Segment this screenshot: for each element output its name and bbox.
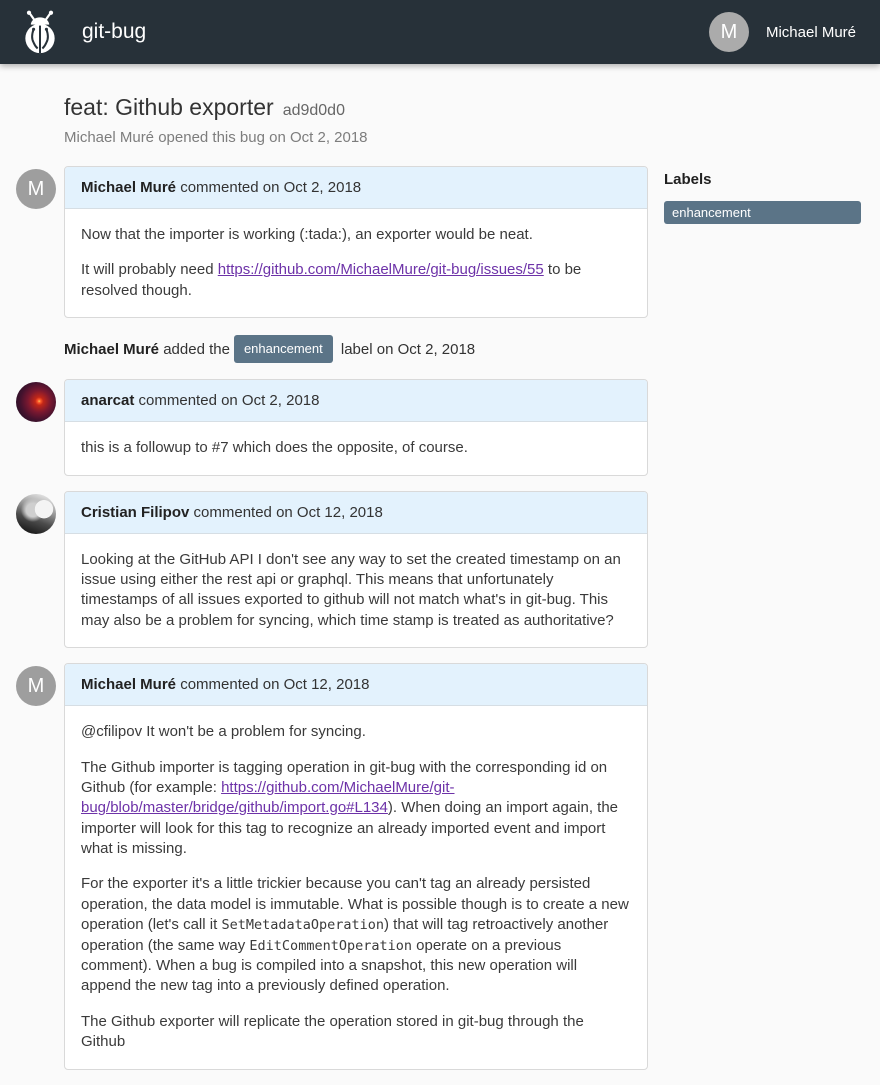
event-pre: added the bbox=[159, 341, 230, 359]
main-content bbox=[0, 64, 880, 1085]
comment-header bbox=[65, 380, 647, 422]
comment-paragraph: this is a followup to #7 which does the opposite, of course. bbox=[81, 439, 468, 457]
current-user bbox=[709, 12, 856, 52]
comment-card bbox=[64, 491, 648, 649]
avatar: M bbox=[16, 666, 56, 706]
bug-hash: ad9d0d0 bbox=[282, 102, 345, 119]
comment bbox=[16, 166, 648, 318]
comment-paragraph: @cfilipov It won't be a problem for syncing. bbox=[81, 723, 366, 741]
bug-subtitle: Michael Muré opened this bug on Oct 2, 2018 bbox=[64, 129, 368, 146]
comment-body bbox=[65, 209, 647, 317]
comment-card bbox=[64, 166, 648, 318]
comment-body bbox=[65, 534, 647, 648]
comment-paragraph: Now that the importer is working (:tada:), an exporter would be neat. bbox=[81, 226, 533, 243]
avatar bbox=[16, 494, 56, 534]
bug-title-block bbox=[64, 94, 648, 146]
comment-meta: commented on Oct 12, 2018 bbox=[189, 503, 383, 521]
avatar: M bbox=[16, 169, 56, 209]
inline-link[interactable]: https://github.com/MichaelMure/git-bug/blob/master/bridge/github/import.go#L134 bbox=[81, 778, 455, 817]
comment bbox=[16, 379, 648, 475]
comment-body bbox=[65, 422, 647, 474]
inline-code: EditCommentOperation bbox=[249, 937, 412, 954]
bug-logo-icon bbox=[18, 8, 62, 56]
app-bar bbox=[0, 0, 880, 64]
bug-thread-column bbox=[16, 94, 648, 1085]
label-chip: enhancement bbox=[234, 335, 333, 363]
comment-header bbox=[65, 167, 647, 209]
avatar bbox=[16, 382, 56, 422]
user-avatar: M bbox=[709, 12, 749, 52]
comment-header bbox=[65, 664, 647, 706]
comment bbox=[16, 491, 648, 649]
inline-link[interactable]: https://github.com/MichaelMure/git-bug/issues/55 bbox=[217, 261, 544, 279]
comment-meta: commented on Oct 12, 2018 bbox=[176, 676, 370, 694]
comment-card bbox=[64, 379, 648, 475]
sidebar bbox=[664, 94, 861, 224]
sidebar-label-chip: enhancement bbox=[664, 201, 861, 224]
labels-heading: Labels bbox=[664, 171, 712, 188]
app-title: git-bug bbox=[82, 20, 147, 43]
comment-card bbox=[64, 663, 648, 1069]
comment-author: anarcat bbox=[81, 392, 135, 410]
comment-paragraph: Looking at the GitHub API I don't see any way to set the created timestamp on an issue using either the rest api or graphql. This means that unfortunately timestamps of all issues exported to github will not match what's in git-bug. This may also be a problem for syncing, which time stamp is treated as authoritative? bbox=[81, 550, 621, 629]
timeline bbox=[16, 166, 648, 1070]
comment bbox=[16, 663, 648, 1069]
comment-author: Michael Muré bbox=[81, 179, 177, 196]
comment-paragraph: The Github exporter will replicate the operation stored in git-bug through the Github bbox=[81, 1012, 584, 1051]
comment-author: Michael Muré bbox=[81, 676, 177, 694]
bug-title: feat: Github exporter bbox=[64, 94, 274, 120]
user-name: Michael Muré bbox=[765, 23, 856, 41]
comment-paragraph: The Github importer is tagging operation in git-bug with the corresponding id on Github (for example: https://github.com/MichaelMure/git-bug/blob/master/bridge/github/import.go#L134). When doing an import again, the importer will look for this tag to recognize an already imported event and import what is missing. bbox=[81, 758, 619, 858]
label-event bbox=[64, 335, 648, 363]
comment-header bbox=[65, 492, 647, 534]
comment-paragraph: For the exporter it's a little trickier because you can't tag an already persisted operation, the data model is immutable. What is possible though is to create a new operation (let's call it SetMetadataOperation) that will tag retroactively another operation (the same way EditCommentOperation operate on a previous comment). When a bug is compiled into a snapshot, this new operation will append the new tag into a previously defined operation. bbox=[81, 875, 629, 995]
event-author: Michael Muré bbox=[64, 341, 160, 359]
comment-body bbox=[65, 706, 647, 1068]
labels-list bbox=[664, 201, 861, 224]
comment-meta: commented on Oct 2, 2018 bbox=[134, 392, 320, 410]
comment-author: Cristian Filipov bbox=[81, 503, 190, 521]
comment-meta: commented on Oct 2, 2018 bbox=[176, 179, 362, 196]
event-post: label on Oct 2, 2018 bbox=[336, 341, 476, 359]
inline-code: SetMetadataOperation bbox=[221, 917, 384, 934]
comment-paragraph: It will probably need https://github.com/MichaelMure/git-bug/issues/55 to be resolved though. bbox=[81, 261, 582, 299]
